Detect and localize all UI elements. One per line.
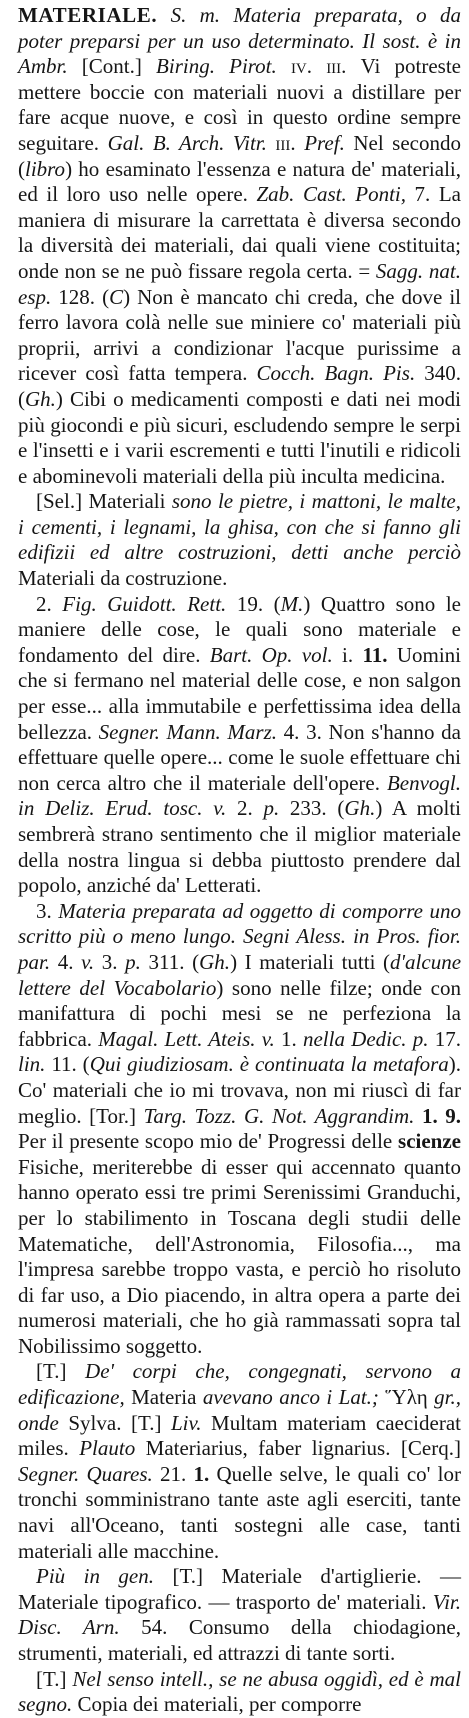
text-fragment: Nel secondo ( xyxy=(18,130,461,181)
text-fragment: Segner. Mann. Marz. xyxy=(98,719,278,744)
text-fragment: Gh. xyxy=(199,949,231,974)
text-fragment: Sylva. [T.] xyxy=(58,1410,171,1435)
paragraph-body xyxy=(18,1359,461,1562)
text-fragment: onde xyxy=(18,1410,59,1435)
entry-paragraph-6 xyxy=(18,1564,461,1666)
text-fragment: Materiarius, faber lignarius. [Cerq.] xyxy=(135,1436,461,1461)
text-fragment: avevano anco i Lat.; xyxy=(202,1385,379,1410)
text-fragment: Ὕλη xyxy=(378,1385,435,1410)
text-fragment: 1. xyxy=(193,1461,210,1486)
text-fragment: Gh. xyxy=(344,796,376,821)
text-fragment: iii. xyxy=(266,130,305,155)
text-fragment: Fisiche, meriterebbe di esser qui accennato quanto hanno operato essi tre primi Serenissimi Granduchi, per lo stabilimento in Toscana degli studii delle Matematiche, dell'Astronomia, Filosofia..., ma l'impresa sarebbe troppo vasta, e perciò ho risoluto di far uso, a Dio piacendo, in altra opera a parte dei numerosi materiali, che ho già rammassati sopra tal Nobilissimo soggetto. xyxy=(18,1154,461,1358)
text-fragment: ) Cibi o medicamenti composti e dati nei modi più giocondi e più sicuri, escludendo sempre le serpi e l'insetti e i varii escrementi e tutti l'inutili e ridicoli e abominevoli materiali della più inculta medicina. xyxy=(18,386,461,488)
text-fragment: lin. xyxy=(18,1052,46,1077)
entry-headword: MATERIALE. xyxy=(18,3,158,27)
text-fragment: 17. xyxy=(428,1026,461,1051)
text-fragment: 311. ( xyxy=(140,949,200,974)
text-fragment: Targ. Tozz. G. Not. Aggrandim. xyxy=(143,1103,415,1128)
text-fragment: ) A molti sembrerà strano sentimento che il miglior materiale della nostra lingua si debba piuttosto prendere dal popolo, anziché da' Letterati. xyxy=(18,796,461,898)
text-fragment: Quelle selve, le quali co' lor tronchi somministrano tante aste agli eserciti, tante navi all'Oceano, tanti sostegni alle case, tanti materiali alle macchine. xyxy=(18,1461,462,1563)
text-fragment: Qui giudiziosam. è continuata la metafora xyxy=(89,1052,449,1077)
entry-paragraph-4 xyxy=(18,899,461,1360)
text-fragment: 4. 3. Non s'hanno da effettuare quelle opere... come le suole effettuare chi non cerca altro che il materiale dell'opere. xyxy=(18,719,461,795)
text-fragment: Materia preparata ad oggetto di comporre uno scritto più o meno lungo. Segni Aless. in Pros. fior. par. xyxy=(18,898,462,974)
text-fragment: Benvogl. in Deliz. Erud. tosc. v. xyxy=(18,770,461,821)
text-fragment: Magal. Lett. Ateis. v. xyxy=(98,1026,275,1051)
text-fragment: ) Quattro sono le maniere delle cose, le quali sono materiale e fondamento del dire. xyxy=(18,591,461,667)
paragraph-body xyxy=(18,899,461,1358)
text-fragment: 1. xyxy=(274,1026,303,1051)
text-fragment: ) ho esaminato l'essenza e natura de' materiali, ed il loro uso nelle opere. xyxy=(18,156,461,207)
text-fragment: Gh. xyxy=(25,386,56,411)
text-fragment: Materiali da costruzione. xyxy=(18,566,228,591)
entry-paragraph-1 xyxy=(18,3,461,489)
text-fragment: Multam materiam caeciderat miles. xyxy=(18,1410,461,1461)
text-fragment: Segner. Quares. xyxy=(18,1461,153,1486)
text-fragment: Plauto xyxy=(79,1436,136,1461)
text-fragment: 19. ( xyxy=(226,591,281,616)
text-fragment: Vir. Disc. Arn. xyxy=(18,1589,461,1640)
text-fragment: Biring. Pirot. xyxy=(156,54,277,79)
text-fragment: 1. 9. xyxy=(421,1103,462,1128)
text-fragment: 128. ( xyxy=(51,284,110,309)
text-fragment xyxy=(414,1104,422,1128)
text-fragment: 54. Consumo della chiodagione, strumenti, materiali, ed attrazzi di tante sorti. xyxy=(18,1615,461,1665)
text-fragment: 7. La maniera di misurare la carrettata è diversa secondo la diversità dei materiali, dai quali viene costituita; onde non se ne può fissare regola certa. = xyxy=(18,182,461,283)
text-fragment: p. xyxy=(125,949,141,974)
text-fragment: d'alcune lettere del Vocabolario xyxy=(18,949,462,1000)
text-fragment: Fig. Guidott. Rett. xyxy=(62,591,227,616)
text-fragment: De' corpi che, congegnati, servono a edificazione, xyxy=(18,1359,461,1410)
text-fragment: libro xyxy=(25,156,66,181)
paragraph-body xyxy=(18,1667,461,1717)
text-fragment: v. xyxy=(81,949,95,974)
text-fragment: ) I materiali tutti ( xyxy=(230,949,391,974)
text-fragment: [Cont.] xyxy=(67,54,157,79)
entry-paragraph-3 xyxy=(18,592,461,899)
text-fragment: M. xyxy=(280,591,304,616)
text-fragment: S. m. Materia preparata, o da poter preparsi per un uso determinato. Il sost. è in Ambr. xyxy=(18,3,462,79)
text-fragment: Materia xyxy=(124,1385,203,1410)
text-fragment: [T.] Materiale d'artiglierie. — Materiale tipografico. — trasporto de' materiali. xyxy=(18,1564,461,1614)
entry-paragraph-2 xyxy=(18,489,461,591)
text-fragment: 233. ( xyxy=(279,796,345,821)
text-fragment: [Sel.] Materiali xyxy=(36,489,172,514)
text-fragment: nella Dedic. p. xyxy=(302,1026,429,1051)
text-fragment xyxy=(157,3,170,27)
text-fragment: Vi potreste mettere boccie con materiali nuovi a distillare per fare acque nuove, e così in questo ordine sempre seguitare. xyxy=(18,54,461,155)
text-fragment: ). Co' materiali che io mi trovava, non mi riuscì di far meglio. [Tor.] xyxy=(18,1052,461,1128)
paragraph-body xyxy=(18,592,461,898)
text-fragment: [T.] xyxy=(36,1359,86,1384)
text-fragment: C xyxy=(109,284,124,309)
text-fragment: Per il presente scopo mio de' Progressi delle xyxy=(18,1129,399,1154)
text-fragment: 3. xyxy=(36,898,59,923)
text-fragment: i. xyxy=(332,642,363,667)
text-fragment: Sagg. nat. esp. xyxy=(18,258,461,309)
text-fragment: Nel senso intell., se ne abusa oggidì, ed è mal segno. xyxy=(18,1666,461,1717)
text-fragment: Copia dei materiali, per comporre xyxy=(72,1692,362,1717)
text-fragment: 11. xyxy=(362,642,388,667)
text-fragment: Più in gen. xyxy=(36,1564,154,1589)
paragraph-body xyxy=(18,1564,461,1665)
text-fragment: gr., xyxy=(434,1385,462,1410)
paragraph-body xyxy=(18,3,461,488)
text-fragment: 11. ( xyxy=(45,1052,90,1077)
text-fragment: Cocch. Bagn. Pis. xyxy=(256,361,416,386)
text-fragment: sono le pietre, i mattoni, le malte, i cementi, i legnami, la ghisa, con che si fanno gli edifizii ed altre costruzioni, detti anche perciò xyxy=(18,489,461,565)
text-fragment: Bart. Op. vol. xyxy=(209,642,333,667)
text-fragment: 3. xyxy=(94,949,126,974)
text-fragment: iv. iii. xyxy=(276,54,361,79)
entry-paragraph-7 xyxy=(18,1667,461,1718)
paragraph-body xyxy=(18,489,461,590)
text-fragment: Uomini che si fermano nel material delle cose, e non salgon per esse... alla immutabile e perfettissima idea della bellezza. xyxy=(18,642,461,744)
text-fragment: ) Non è mancato chi creda, che dove il ferro lavora colà nelle sue miniere co' materiali più proprii, arrivi a condizionar l'acque purissime a ricever così fatta tempera. xyxy=(18,284,461,386)
text-fragment: Zab. Cast. Ponti, xyxy=(256,182,406,207)
text-fragment: 21. xyxy=(152,1461,194,1486)
text-fragment: p. xyxy=(263,796,280,821)
text-fragment: 2. xyxy=(226,796,264,821)
text-fragment: scienze xyxy=(398,1129,461,1154)
text-fragment: 4. xyxy=(50,949,82,974)
text-fragment: 2. xyxy=(36,591,63,616)
text-fragment: Liv. xyxy=(171,1410,202,1435)
text-fragment: ) sono nelle filze; onde con manifattura di pochi mesi se ne perfeziona la fabbrica. xyxy=(18,975,461,1051)
text-fragment: Gal. B. Arch. Vitr. xyxy=(107,130,267,155)
entry-paragraph-5 xyxy=(18,1359,461,1564)
text-fragment: Pref. xyxy=(304,130,345,155)
text-fragment: 340. ( xyxy=(18,361,462,411)
text-fragment: [T.] xyxy=(36,1666,73,1691)
